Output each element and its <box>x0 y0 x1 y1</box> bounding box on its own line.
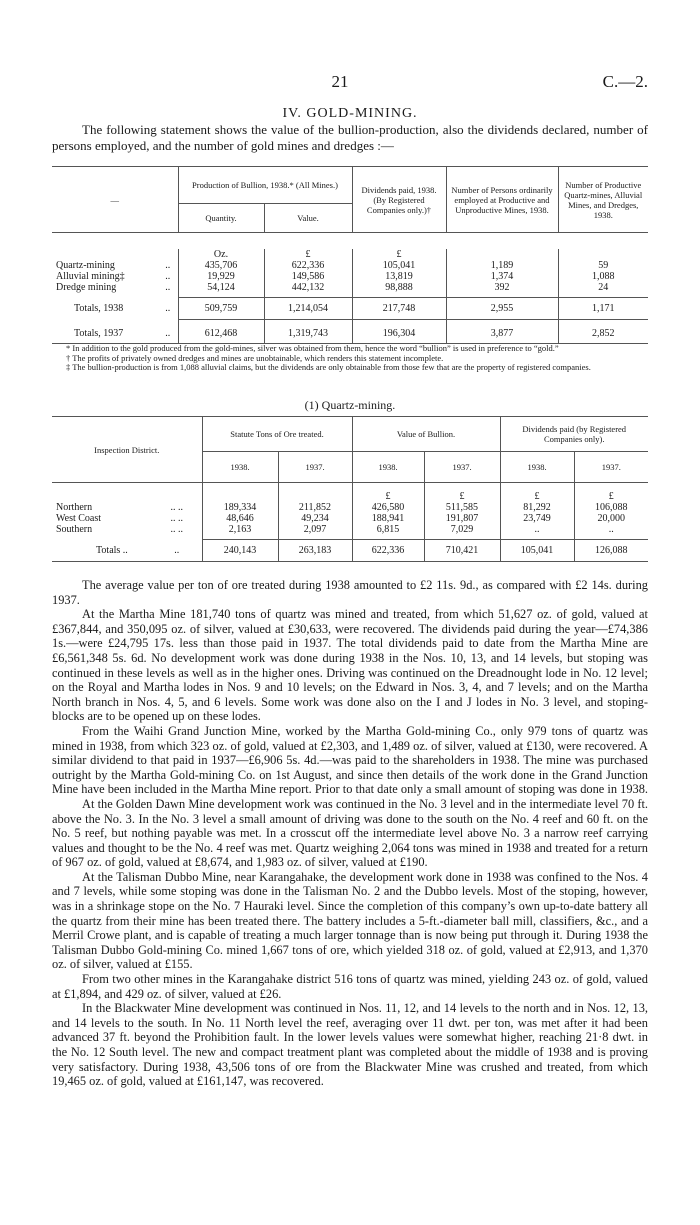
intro-paragraph: The following statement shows the value of the bullion-production, also the dividends declared, number of persons employed, and the number of gold mines and dredges :— <box>52 122 648 153</box>
units-row <box>52 249 648 260</box>
blank-header: — <box>110 194 119 205</box>
footnote: * In addition to the gold produced from the gold-mines, silver was obtained from them, hence the word “bullion” is used in preference to “gold.” <box>66 343 559 353</box>
table-row: Alluvial mining‡ .. 19,929 149,586 13,819 1,374 1,088 <box>52 271 648 282</box>
section-title: IV. GOLD-MINING. <box>282 106 418 121</box>
quartz-mining-table: Inspection District. Statute Tons of Ore treated. Value of Bullion. Dividends paid (by Registered Companies only). 1938. 1937. 1938. 1937. 1938. 1937. £ £ £ £ Northern .. .. 189,334 211,852 426,580 511,585 81,292 106,088 West Coast .. .. 48,646 49,234 188,941 191,807 23,749 20,000 Southern .. .. 2,163 2,097 6,815 7,029 .. .. Totals .. .. 240,143 263,183 622,336 710,421 105,041 126,088 <box>52 416 648 562</box>
district-header: Inspection District. <box>94 444 160 455</box>
unit-pound: £ <box>264 249 352 260</box>
paragraph: At the Talisman Dubbo Mine, near Karangahake, the development work done in 1938 was confined to the Nos. 4 and 7 levels, while some stoping was done in the Talisman No. 2 and the Dubbo levels. Most of the stoping, however, was in a shrinkage stope on the No. 7 Hauraki level. Since the completion of this company’s own up-to-date battery all the quartz from their mine has been treated there. The battery includes a 5-ft.-diameter ball mill, classifiers, &c., and a Merril Crowe plant, and is capable of treating a much larger tonnage than is now being put through it. During 1938 the Talisman Dubbo Gold-mining Co. mined 1,667 tons of ore, which yielded 318 oz. of gold, valued at £2,913, and 1,370 oz. of silver, valued at £155. <box>52 869 648 972</box>
paragraph: At the Martha Mine 181,740 tons of quartz was mined and treated, from which 51,627 oz. of gold, valued at £367,844, and 350,095 oz. of silver, valued at £30,633, were recovered. The dividends paid during the year—£74,386 1s.—were £24,795 17s. less than those paid in 1937. The total dividends paid to date from the Martha Mine are £6,561,348 5s. 6d. No development work was done during 1938 in the Nos. 10, 13, and 14 levels, but stoping was continued in these levels as well as in the higher ones. Driving was continued on the Dreadnought lode in No. 12 level; on the Royal and Martha lodes in Nos. 9 and 10 levels; on the Edward in Nos. 3, 4, and 7 levels; and on the Martha North branch in Nos. 4, 5, and 6 levels. Some work was done also on the I and J lodes in No. 3 level, and stoping-blocks are to be opened up on these lodes. <box>52 607 648 724</box>
paragraph: At the Golden Dawn Mine development work was continued in the No. 3 level and in the intermediate level 70 ft. above the No. 3. In the No. 3 level a small amount of driving was done to the south on the No. 4 reef and 60 ft. on the No. 5 reef, but nothing payable was met. In a crosscut off the intermediate level above No. 3 a narrow reef carrying values and thought to be the No. 4 reef was met. Quartz weighing 2,064 tons was mined in 1938 and treated for a return of 967 oz. of gold, valued at £8,674, and 1,983 oz. of silver, valued at £190. <box>52 796 648 870</box>
persons-header: Number of Persons ordinarily employed at Productive and Unproductive Mines, 1938. <box>446 167 558 233</box>
body-text <box>52 578 648 1089</box>
footnote: † The profits of privately owned dredges and mines are unobtainable, which renders this statement incomplete. <box>66 352 444 363</box>
footnote: ‡ The bullion-production is from 1,088 alluvial claims, but the dividends are only obtainable from those few that are the property of registered companies. <box>66 362 591 372</box>
mines-header: Number of Productive Quartz-mines, Alluvial Mines, and Dredges, 1938. <box>558 167 648 233</box>
paragraph: In the Blackwater Mine development was continued in Nos. 11, 12, and 14 levels to the north and in Nos. 12, 13, and 14 levels to the south. In No. 11 North level the reef, averaging over 11 dwt. per ton, was met after it had been advanced 37 ft. beyond the Prohibition fault. In the lower levels values were somewhat higher, reaching 21·8 dwt. in the No. 12 South level. The new and compact treatment plant was completed about the middle of 1938 and is proving very satisfactory. During 1938, 43,506 tons of ore from the Blackwater Mine was crushed and treated, from which 19,465 oz. of gold, valued at £161,147, was recovered. <box>52 1001 648 1089</box>
page-reference: C.—2. <box>602 72 648 91</box>
paragraph: From the Waihi Grand Junction Mine, worked by the Martha Gold-mining Co., only 979 tons of quartz was mined in 1938, from which 323 oz. of gold, valued at £2,303, and 1,489 oz. of silver, valued at £130, were recovered. A similar dividend to that paid in 1937—£6,906 5s. 4d.—was paid to the shareholders in 1938. The mine was purchased outright by the Martha Gold-mining Co. on 1st August, and since then details of the work done in the Grand Junction Mine have been included in the Martha Mine report. Prior to that date only a small amount of stoping was done in 1938. <box>52 723 648 797</box>
summary-table <box>52 166 648 344</box>
paragraph: The average value per ton of ore treated during 1938 amounted to £2 11s. 9d., as compared with £2 14s. during 1937. <box>52 578 648 607</box>
unit-oz: Oz. <box>178 249 264 260</box>
dividends-header: Dividends paid, 1938. (By Registered Companies only.)† <box>352 167 446 233</box>
paragraph: From two other mines in the Karangahake district 516 tons of quartz was mined, yielding 243 oz. of gold, valued at £1,894, and 429 oz. of silver, valued at £26. <box>52 972 648 1001</box>
quantity-header: Quantity. <box>178 204 264 233</box>
value-header: Value. <box>264 204 352 233</box>
table-row: West Coast .. .. 48,646 49,234 188,941 191,807 23,749 20,000 <box>52 513 648 524</box>
totals-row: Totals .. .. 240,143 263,183 622,336 710,421 105,041 126,088 <box>52 539 648 562</box>
tons-header: Statute Tons of Ore treated. <box>202 417 352 452</box>
totals-1937-row: Totals, 1937 .. 612,468 1,319,743 196,304 3,877 2,852 <box>52 323 648 344</box>
bullion-header: Value of Bullion. <box>352 417 500 452</box>
subsection-title: (1) Quartz-mining. <box>304 398 396 412</box>
unit-pound: £ <box>352 249 446 260</box>
totals-1938-row: Totals, 1938 .. 509,759 1,214,054 217,748 2,955 1,171 <box>52 297 648 319</box>
units-row: £ £ £ £ <box>52 491 648 502</box>
table-row: Quartz-mining .. 435,706 622,336 105,041 1,189 59 <box>52 260 648 271</box>
table-row: Southern .. .. 2,163 2,097 6,815 7,029 .. .. <box>52 524 648 535</box>
footnotes <box>52 344 648 373</box>
production-header: Production of Bullion, 1938.* (All Mines.) <box>178 167 352 204</box>
table-row: Dredge mining .. 54,124 442,132 98,888 392 24 <box>52 282 648 293</box>
page-number: 21 <box>331 72 349 91</box>
table-row: Northern .. .. 189,334 211,852 426,580 511,585 81,292 106,088 <box>52 502 648 513</box>
dividends-header: Dividends paid (by Registered Companies only). <box>500 417 648 452</box>
